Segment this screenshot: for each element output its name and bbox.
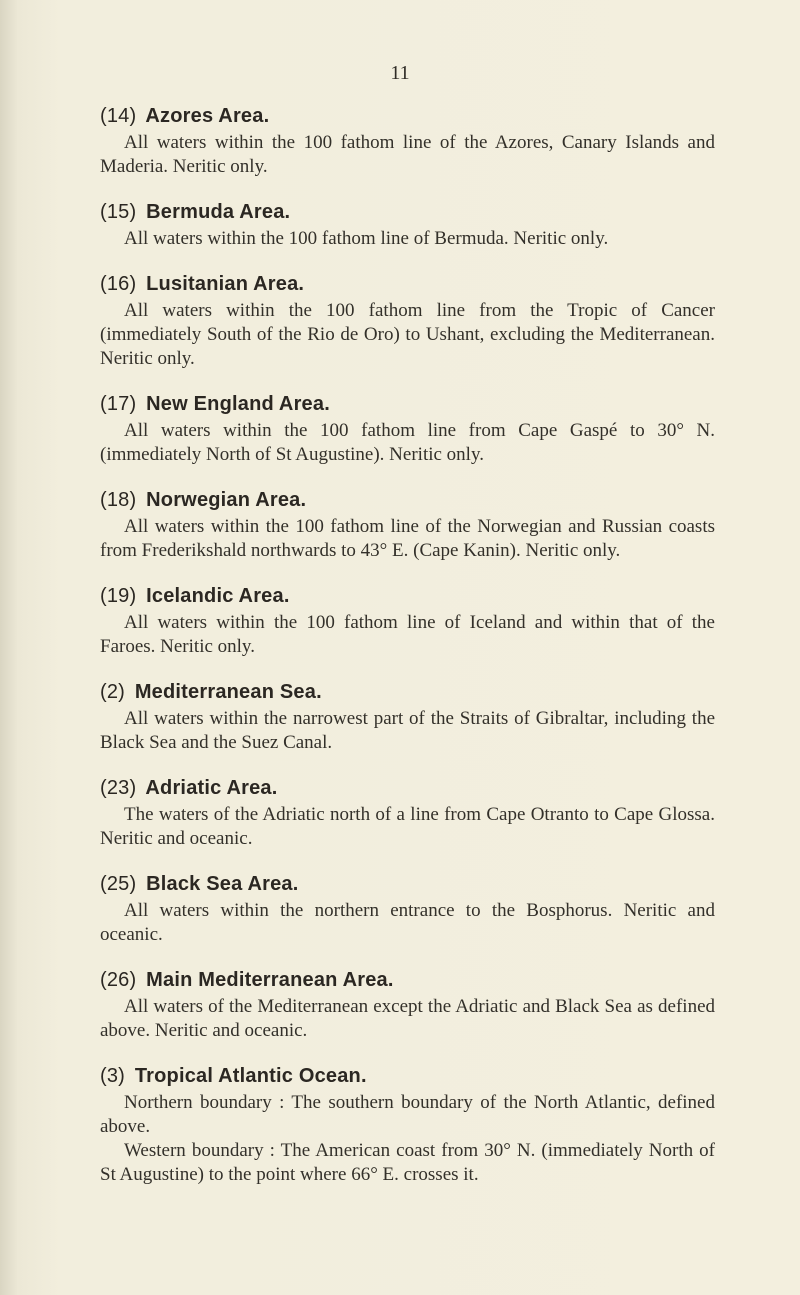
section-tropical-atlantic-ocean [100, 1064, 715, 1187]
section-heading [100, 1064, 715, 1088]
section-heading [100, 392, 715, 416]
section-number: (2) [100, 681, 126, 703]
section-paragraph: All waters within the northern entrance to the Bosphorus. Neritic and oceanic. [100, 900, 715, 945]
section-new-england-area [100, 392, 715, 467]
section-heading [100, 776, 715, 800]
section-paragraph: All waters within the 100 fathom line from Cape Gaspé to 30° N. (immediately North of St Augustine). Neritic only. [100, 420, 715, 465]
section-azores-area [100, 104, 715, 179]
section-heading [100, 872, 715, 896]
section-paragraph: All waters within the 100 fathom line of the Norwegian and Russian coasts from Frederikshald northwards to 43° E. (Cape Kanin). Neritic only. [100, 516, 715, 561]
section-bermuda-area [100, 200, 715, 251]
section-heading [100, 200, 715, 224]
document-body [100, 104, 715, 1187]
section-number: (14) [100, 105, 137, 127]
section-paragraph: All waters within the narrowest part of the Straits of Gibraltar, including the Black Sea and the Suez Canal. [100, 708, 715, 753]
section-number: (15) [100, 201, 137, 223]
section-heading [100, 680, 715, 704]
section-lusitanian-area [100, 272, 715, 371]
section-number: (19) [100, 585, 137, 607]
section-heading [100, 272, 715, 296]
section-title: Mediterranean Sea. [134, 681, 322, 703]
section-heading [100, 104, 715, 128]
section-number: (3) [100, 1065, 126, 1087]
section-title: Norwegian Area. [146, 489, 307, 511]
section-number: (23) [100, 777, 137, 799]
section-heading [100, 584, 715, 608]
section-paragraph: All waters within the 100 fathom line of Bermuda. Neritic only. [124, 228, 609, 249]
section-paragraph: All waters of the Mediterranean except the Adriatic and Black Sea as defined above. Neritic and oceanic. [100, 996, 715, 1041]
section-paragraph: All waters within the 100 fathom line of Iceland and within that of the Faroes. Neritic only. [100, 612, 715, 657]
section-paragraph: All waters within the 100 fathom line of the Azores, Canary Islands and Maderia. Neritic only. [100, 132, 715, 177]
section-title: Bermuda Area. [146, 201, 291, 223]
section-number: (17) [100, 393, 137, 415]
section-icelandic-area [100, 584, 715, 659]
section-norwegian-area [100, 488, 715, 563]
section-main-mediterranean-area [100, 968, 715, 1043]
section-title: Main Mediterranean Area. [146, 969, 394, 991]
section-title: Lusitanian Area. [146, 273, 305, 295]
page-number: 11 [390, 62, 410, 84]
section-paragraph: The waters of the Adriatic north of a line from Cape Otranto to Cape Glossa. Neritic and oceanic. [100, 804, 715, 849]
western-boundary-paragraph: Western boundary : The American coast from 30° N. (immediately North of St Augustine) to the point where 66° E. crosses it. [100, 1140, 715, 1185]
section-title: Adriatic Area. [145, 777, 278, 799]
section-mediterranean-sea [100, 680, 715, 755]
section-title: Tropical Atlantic Ocean. [134, 1065, 367, 1087]
section-number: (18) [100, 489, 137, 511]
section-title: New England Area. [146, 393, 330, 415]
section-black-sea-area [100, 872, 715, 947]
section-number: (25) [100, 873, 137, 895]
northern-boundary-paragraph: Northern boundary : The southern boundary of the North Atlantic, defined above. [100, 1092, 715, 1137]
section-title: Icelandic Area. [146, 585, 290, 607]
section-heading [100, 488, 715, 512]
section-paragraph: All waters within the 100 fathom line from the Tropic of Cancer (immediately South of the Rio de Oro) to Ushant, excluding the Mediterranean. Neritic only. [100, 300, 715, 369]
section-adriatic-area [100, 776, 715, 851]
section-number: (16) [100, 273, 137, 295]
section-number: (26) [100, 969, 137, 991]
section-title: Azores Area. [145, 105, 270, 127]
section-title: Black Sea Area. [146, 873, 299, 895]
section-heading [100, 968, 715, 992]
